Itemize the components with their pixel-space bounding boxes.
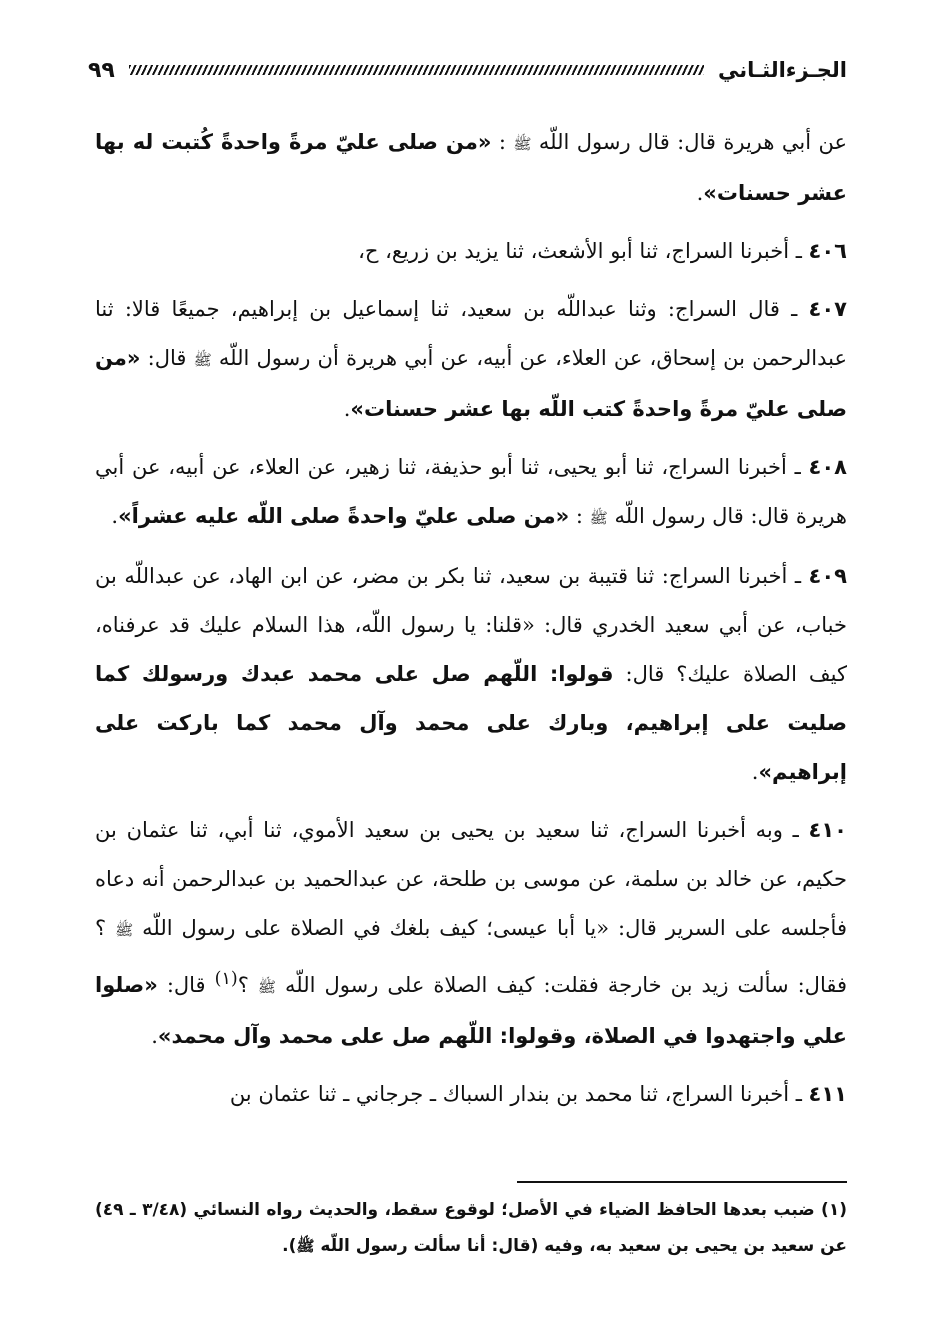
hadith-number: ٤٠٩ [808,564,847,588]
honorific-glyph: ﷺ [115,921,134,939]
honorific-glyph: ﷺ [257,978,277,996]
hadith-number: ٤١٠ [808,818,847,842]
honorific-glyph: ﷺ [589,509,608,527]
honorific-glyph: ﷺ [513,135,532,153]
text-span: ـ أخبرنا السراج، ثنا أبو يحيى، ثنا أبو حذيفة، ثنا زهير، عن العلاء، عن أبيه، عن أبي هريرة قال: قال رسول اللّه [95,455,847,528]
footnote-text: (١) ضبب بعدها الحافظ الضياء في الأصل؛ لوقوع سقط، والحديث رواه النسائي (٣/٤٨ ـ ٤٩) عن سعيد بن يحيى بن سعيد به، وفيه (قال: أنا سألت رسول اللّه [95,1200,847,1256]
text-span: ؟ فقال: سألت زيد بن خارجة فقلت: كيف الصلاة على رسول اللّه [95,916,847,997]
hadith-number: ٤٠٨ [808,455,847,479]
hadith-quote: «صلوا علي واجتهدوا في الصلاة، وقولوا: اللّهم صل على محمد وآل محمد» [95,973,847,1048]
text-span: . [111,504,119,528]
text-span: ؟ [237,973,258,997]
footnotes [95,1192,847,1264]
main-text [95,118,847,1128]
text-span: ـ أخبرنا السراج، ثنا محمد بن بندار السباك ـ جرجاني ـ ثنا عثمان بن [229,1082,809,1106]
hadith-number: ٤٠٧ [808,297,847,321]
volume-title: الجـزءالثـاني [717,58,847,82]
text-span: . [696,181,704,205]
hadith-quote: «من صلى عليّ واحدةً صلى اللّه عليه عشراً» [118,504,570,528]
page-number: ٩٩ [88,57,115,83]
hadith-quote: قولوا: اللّهم صل على محمد عبدك ورسولك كما صليت على إبراهيم، وبارك على محمد وآل محمد كما باركت على إبراهيم» [95,662,847,784]
hadith-quote: «من صلى عليّ مرةً واحدةً كُتبت له بها عشر حسنات» [95,130,847,205]
footnote-divider [517,1181,847,1183]
text-span: قال: [140,346,194,370]
paragraph-continuation [95,118,847,218]
footnote-reference[interactable]: (١) [214,969,238,989]
text-span: ـ أخبرنا السراج: ثنا قتيبة بن سعيد، ثنا بكر بن مضر، عن ابن الهاد، عن عبداللّه بن خباب، عن أبي سعيد الخدري قال: «قلنا: يا رسول اللّه، هذا السلام عليك قد عرفناه، كيف الصلاة عليك؟ قال: [95,564,847,686]
text-span: عن أبي هريرة قال: قال رسول اللّه [531,130,847,154]
hadith-407 [95,285,847,434]
hadith-number: ٤٠٦ [808,239,847,263]
honorific-glyph: ﷺ [296,1237,315,1255]
text-span: . [751,760,759,784]
hadith-411 [95,1070,847,1119]
hadith-quote: «من صلى عليّ مرةً واحدةً كتب اللّه بها عشر حسنات» [95,346,847,421]
hadith-410 [95,806,847,1061]
text-span: . [343,397,351,421]
hadith-number: ٤١١ [808,1082,847,1106]
text-span: : [569,504,590,528]
header-decorative-rule [129,65,704,75]
text-span: ـ أخبرنا السراج، ثنا أبو الأشعث، ثنا يزيد بن زريع، ح، [358,239,809,263]
hadith-406 [95,227,847,276]
honorific-glyph: ﷺ [193,351,212,369]
text-span: : [491,130,514,154]
hadith-408 [95,443,847,543]
text-span: . [151,1024,158,1048]
hadith-409 [95,552,847,797]
text-span: ـ وبه أخبرنا السراج، ثنا سعيد بن يحيى بن سعيد الأموي، ثنا أبي، ثنا عثمان بن حكيم، عن خالد بن سلمة، عن موسى بن طلحة، عن عبدالحميد بن عبدالرحمن أنه دعاه فأجلسه على السرير قال: «يا أبا عيسى؛ كيف بلغك في الصلاة على رسول اللّه [95,818,847,940]
text-span: قال: [157,973,215,997]
footnote-text: ). [282,1236,297,1256]
text-span: ـ قال السراج: وثنا عبداللّه بن سعيد، ثنا إسماعيل بن إبراهيم، جميعًا قالا: ثنا عبدالرحمن بن إسحاق، عن العلاء، عن أبيه، عن أبي هريرة أن رسول اللّه [95,297,848,370]
running-header [88,50,847,90]
